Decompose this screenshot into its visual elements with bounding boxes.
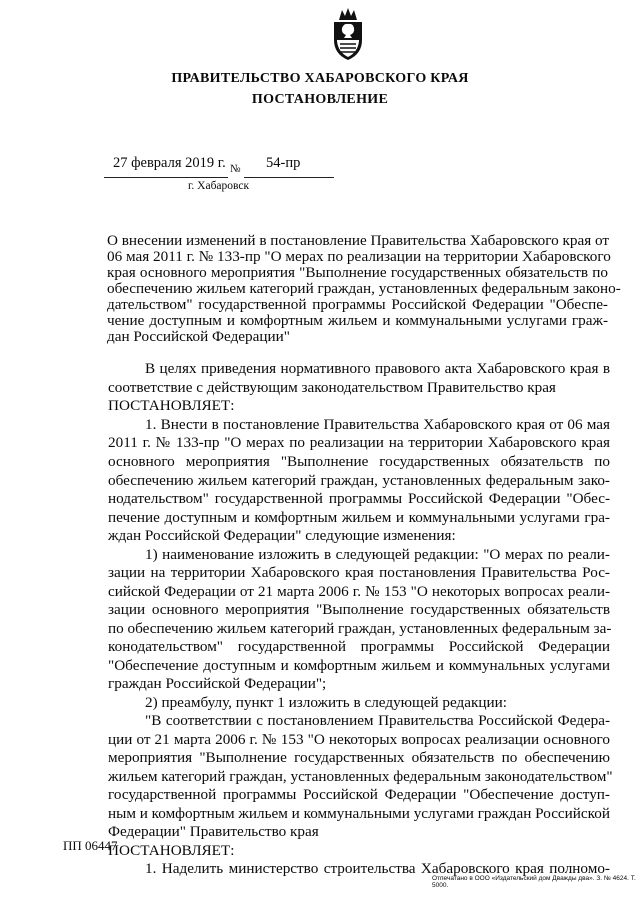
title-line: дательством" государственной программы Российской Федерации "Обеспе- (107, 296, 608, 313)
body-line: граждан Российской Федерации"; (108, 675, 327, 692)
document-code: ПП 06447 (63, 838, 118, 853)
number-underline (244, 177, 334, 178)
body-line: В целях приведения нормативного правового акта Хабаровского края в (145, 360, 610, 377)
body-line: "В соответствии с постановлением Правительства Российской Федера- (145, 712, 610, 729)
body-line: жильем категорий граждан, установленных федеральным законодательством" (108, 768, 613, 785)
body-line: зации основного мероприятия "Выполнение государственных обязательств (108, 601, 610, 618)
body-line: конодательством" государственной программы Российской Федерации (108, 638, 610, 655)
document-number: 54-пр (266, 155, 301, 171)
title-line: чение доступным и комфортным жильем и коммунальными услугами граж- (107, 312, 608, 329)
body-line: зации на территории Хабаровского края постановления Правительства Рос- (108, 564, 610, 581)
body-line: основного мероприятия "Выполнение государственных обязательств по (108, 453, 610, 470)
body-line: ции от 21 марта 2006 г. № 153 "О некоторых вопросах реализации основного (108, 731, 610, 748)
body-line: 1. Наделить министерство строительства Хабаровского края полномо- (145, 860, 610, 877)
government-heading: ПРАВИТЕЛЬСТВО ХАБАРОВСКОГО КРАЯ (171, 71, 469, 86)
body-line: обеспечению жильем категорий граждан, установленных федеральным зако- (108, 472, 610, 489)
body-line: "Обеспечение доступным и комфортным жильем и коммунальных услугами (108, 657, 610, 674)
document-type-heading: ПОСТАНОВЛЕНИЕ (251, 92, 389, 107)
body-line: Федерации" Правительство края (108, 823, 319, 840)
title-line: обеспечению жильем категорий граждан, установленных федеральным законо- (107, 280, 621, 297)
body-line: ПОСТАНОВЛЯЕТ: (108, 842, 235, 859)
title-line: края основного мероприятия "Выполнение государственных обязательств по (107, 264, 608, 281)
body-line: соответствие с действующим законодательством Правительство края (108, 379, 556, 396)
body-line: печение доступным и комфортным жильем и коммунальными услугами гра- (108, 509, 610, 526)
body-line: по обеспечению жильем категорий граждан, установленных федеральным за- (108, 620, 612, 637)
body-line: 2011 г. № 133-пр "О мерах по реализации на территории Хабаровского края (108, 434, 610, 451)
title-line: 06 мая 2011 г. № 133-пр "О мерах по реализации на территории Хабаровского (107, 248, 611, 265)
body-line: ПОСТАНОВЛЯЕТ: (108, 397, 235, 414)
body-line: государственной программы Российской Федерации "Обеспечение доступ- (108, 786, 610, 803)
date-underline (104, 177, 228, 178)
printer-imprint: Отпечатано в ООО «Издательский дом Дважды два». З. № 4624. Т. 5000. (432, 875, 636, 889)
document-date: 27 февраля 2019 г. (113, 155, 226, 171)
body-line: 2) преамбулу, пункт 1 изложить в следующей редакции: (145, 694, 507, 711)
body-line: ждан Российской Федерации" следующие изменения: (108, 527, 456, 544)
body-line: 1) наименование изложить в следующей редакции: "О мерах по реали- (145, 546, 610, 563)
body-line: нодательством" государственной программы Российской Федерации "Обес- (108, 490, 610, 507)
number-sign: № (230, 163, 241, 175)
body-line: 1. Внести в постановление Правительства Хабаровского края от 06 мая (145, 416, 610, 433)
coat-of-arms-icon (330, 6, 366, 64)
body-line: мероприятия "Выполнение государственных обязательств по обеспечению (108, 749, 610, 766)
body-line: сийской Федерации от 21 марта 2006 г. № 153 "О некоторых вопросах реали- (108, 583, 610, 600)
title-line: О внесении изменений в постановление Правительства Хабаровского края от (107, 232, 610, 249)
body-line: ным и комфортным жильем и коммунальными услугами граждан Российской (108, 805, 611, 822)
document-city: г. Хабаровск (188, 180, 250, 192)
title-line: дан Российской Федерации" (107, 328, 290, 345)
